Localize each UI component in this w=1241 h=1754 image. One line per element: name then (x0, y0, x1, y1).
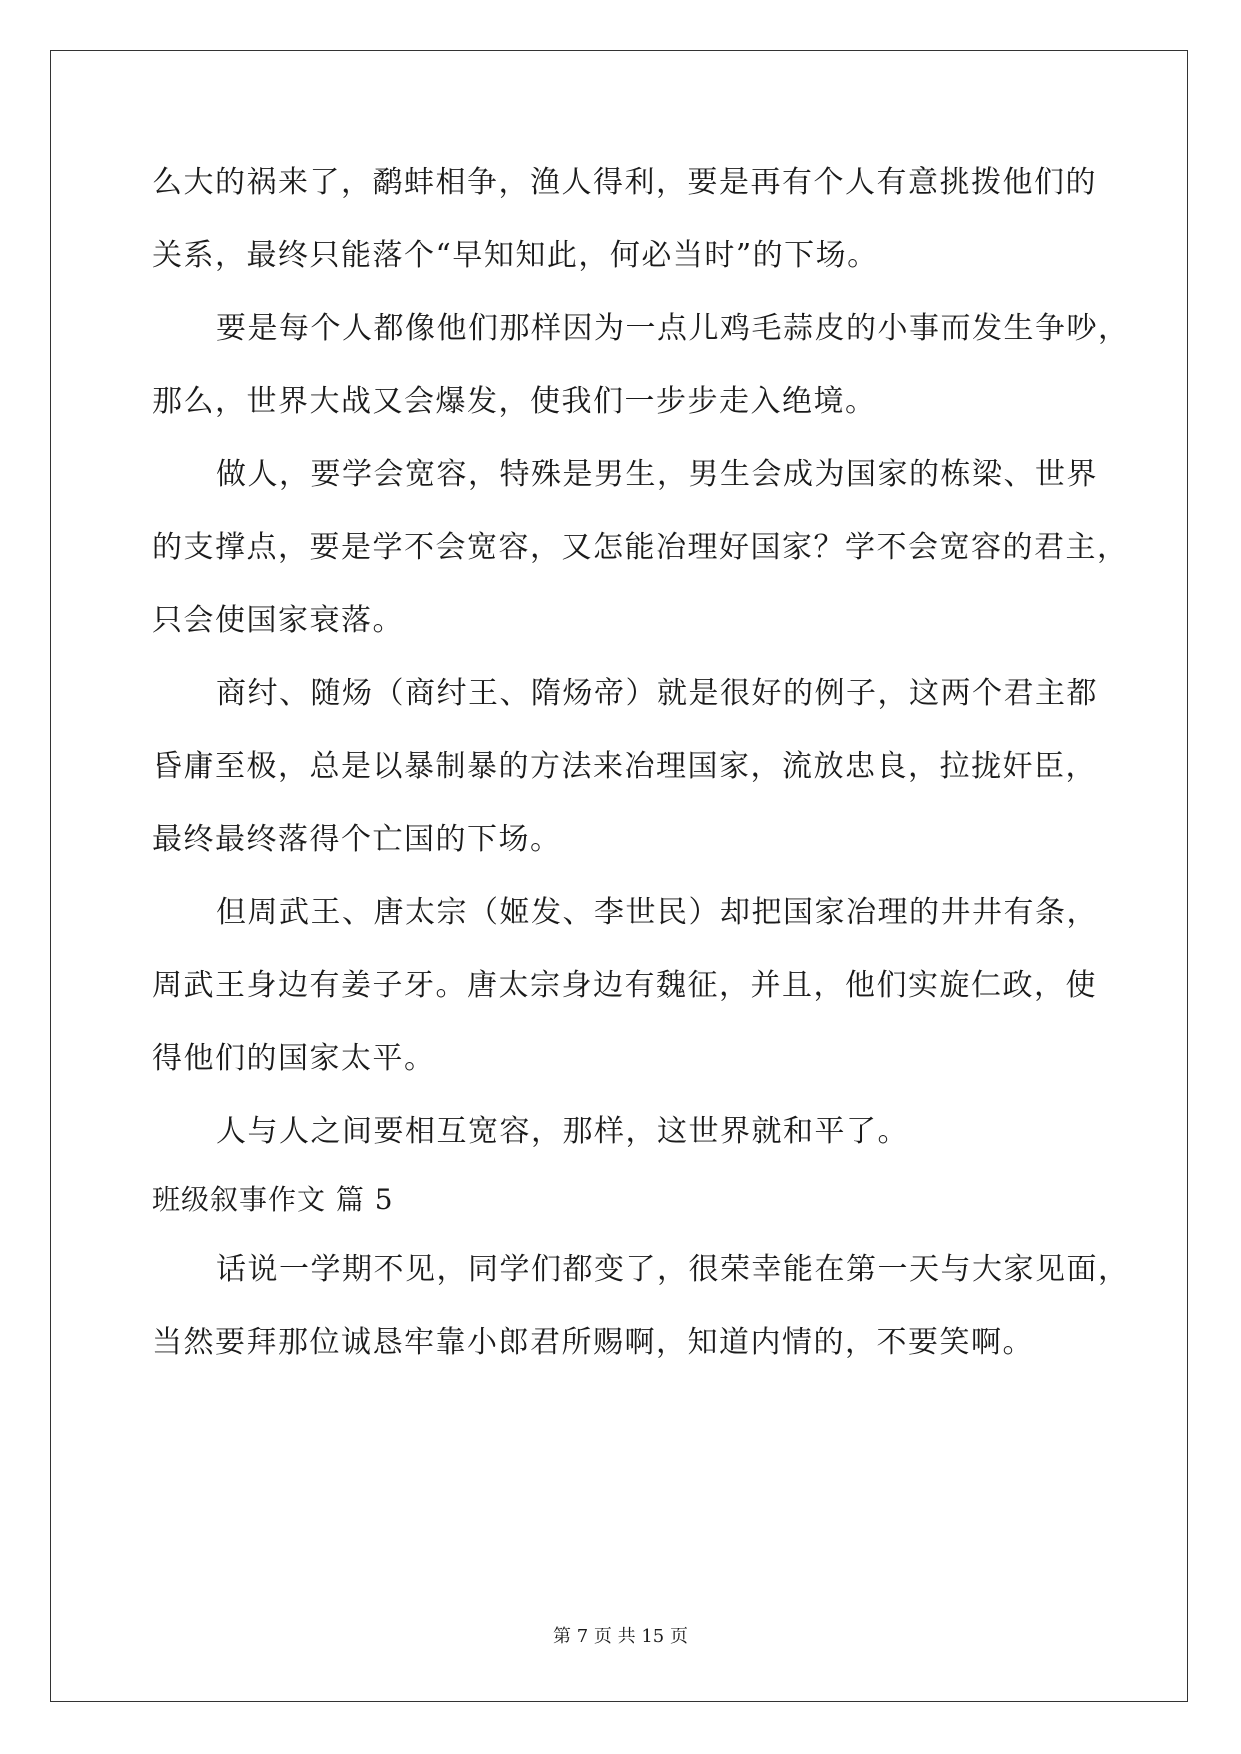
text-line: 关系，最终只能落个“早知知此，何必当时”的下场。 (152, 238, 879, 273)
text-line: 人与人之间要相互宽容，那样，这世界就和平了。 (216, 1114, 909, 1149)
section-heading: 班级叙事作文 篇 5 (152, 1183, 394, 1216)
text-line: 的支撑点，要是学不会宽容，又怎能冶理好国家？学不会宽容的君主， (152, 530, 1129, 565)
text-line: 么大的祸来了，鹬蚌相争，渔人得利，要是再有个人有意挑拨他们的 (152, 165, 1097, 200)
text-line: 只会使国家衰落。 (152, 603, 404, 638)
text-line: 得他们的国家太平。 (152, 1041, 436, 1076)
text-line: 那么，世界大战又会爆发，使我们一步步走入绝境。 (152, 384, 877, 419)
text-line: 商纣、随炀（商纣王、隋炀帝）就是很好的例子，这两个君主都 (216, 676, 1098, 711)
text-line: 做人，要学会宽容，特殊是男生，男生会成为国家的栋梁、世界 (216, 457, 1098, 492)
text-line: 昏庸至极，总是以暴制暴的方法来冶理国家，流放忠良，拉拢奸臣， (152, 749, 1097, 784)
text-line: 话说一学期不见，同学们都变了，很荣幸能在第一天与大家见面， (216, 1252, 1130, 1287)
text-line: 当然要拜那位诚恳牢靠小郎君所赐啊，知道内情的，不要笑啊。 (152, 1325, 1034, 1360)
text-line: 但周武王、唐太宗（姬发、李世民）却把国家冶理的井井有条， (216, 895, 1098, 930)
text-line: 周武王身边有姜子牙。唐太宗身边有魏征，并且，他们实旋仁政，使 (152, 968, 1097, 1003)
page-frame (50, 50, 1188, 1702)
page-number-footer: 第 7 页 共 15 页 (553, 1626, 688, 1647)
text-line: 最终最终落得个亡国的下场。 (152, 822, 562, 857)
text-line: 要是每个人都像他们那样因为一点儿鸡毛蒜皮的小事而发生争吵， (216, 311, 1130, 346)
